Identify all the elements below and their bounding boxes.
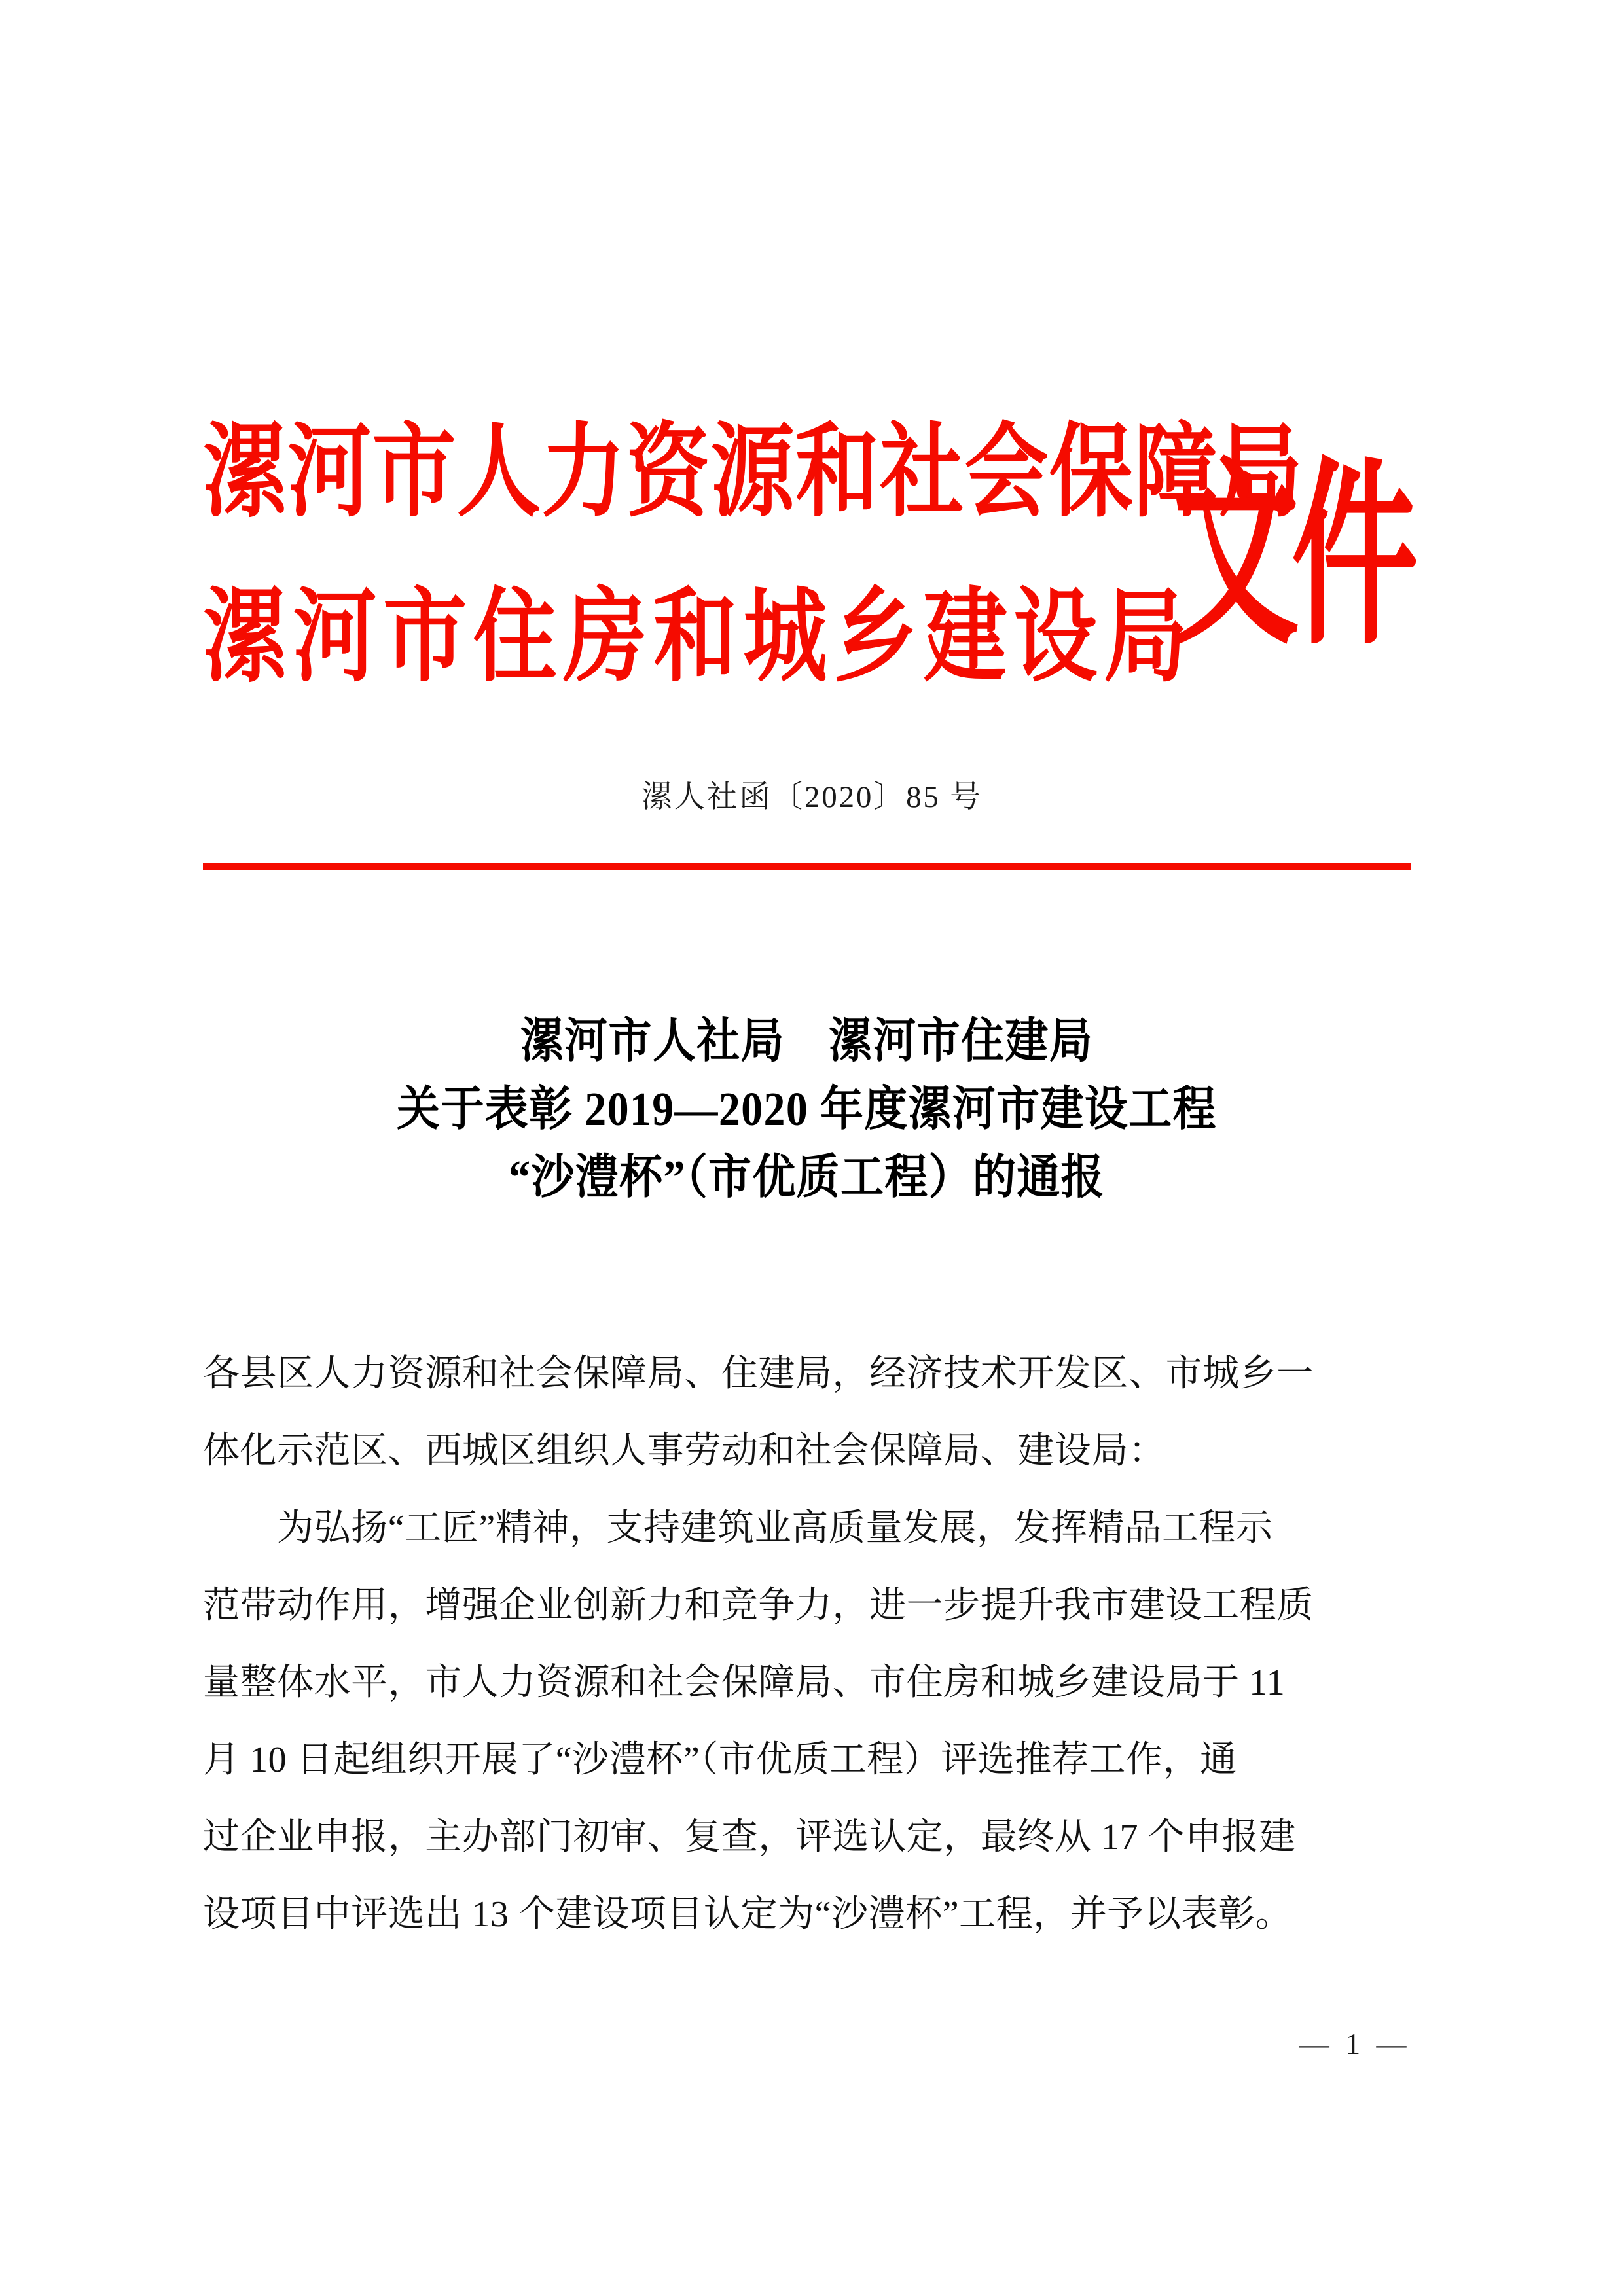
body-line: 设项目中评选出 13 个建设项目认定为“沙澧杯”工程，并予以表彰。: [203, 1894, 1293, 1935]
page-number: — 1 —: [1299, 2027, 1411, 2060]
title-line-1: 漯河市人社局 漯河市住建局: [520, 1015, 1094, 1068]
title-line-2: 关于表彰 2019—2020 年度漯河市建设工程: [397, 1083, 1217, 1136]
title-line-3: “沙澧杯”（市优质工程）的通报: [509, 1151, 1105, 1204]
document-title: [203, 1008, 1411, 1212]
body-line: 月 10 日起组织开展了“沙澧杯”（市优质工程）评选推荐工作，通: [203, 1740, 1237, 1780]
document-body: [203, 1335, 1424, 1953]
document-serial-number: 漯人社函〔2020〕85 号: [641, 780, 983, 814]
letterhead-agency-line-2: 漯河市住房和城乡建设局: [203, 581, 1194, 694]
letterhead: [203, 393, 1411, 700]
body-line: 为弘扬“工匠”精神，支持建筑业高质量发展，发挥精品工程示: [203, 1508, 1273, 1549]
body-line: 各县区人力资源和社会保障局、住建局，经济技术开发区、市城乡一: [203, 1354, 1314, 1394]
body-line: 量整体水平，市人力资源和社会保障局、市住房和城乡建设局于 11: [203, 1662, 1286, 1703]
body-line: 体化示范区、西城区组织人事劳动和社会保障局、建设局：: [203, 1431, 1166, 1471]
letterhead-document-word: 文件: [1172, 448, 1411, 668]
letterhead-agency-line-1: 漯河市人力资源和社会保障局: [203, 416, 1303, 529]
body-line: 范带动作用，增强企业创新力和竞争力，进一步提升我市建设工程质: [203, 1585, 1314, 1626]
red-separator-rule: [203, 863, 1411, 870]
body-line: 过企业申报，主办部门初审、复查，评选认定，最终从 17 个申报建: [203, 1817, 1296, 1857]
